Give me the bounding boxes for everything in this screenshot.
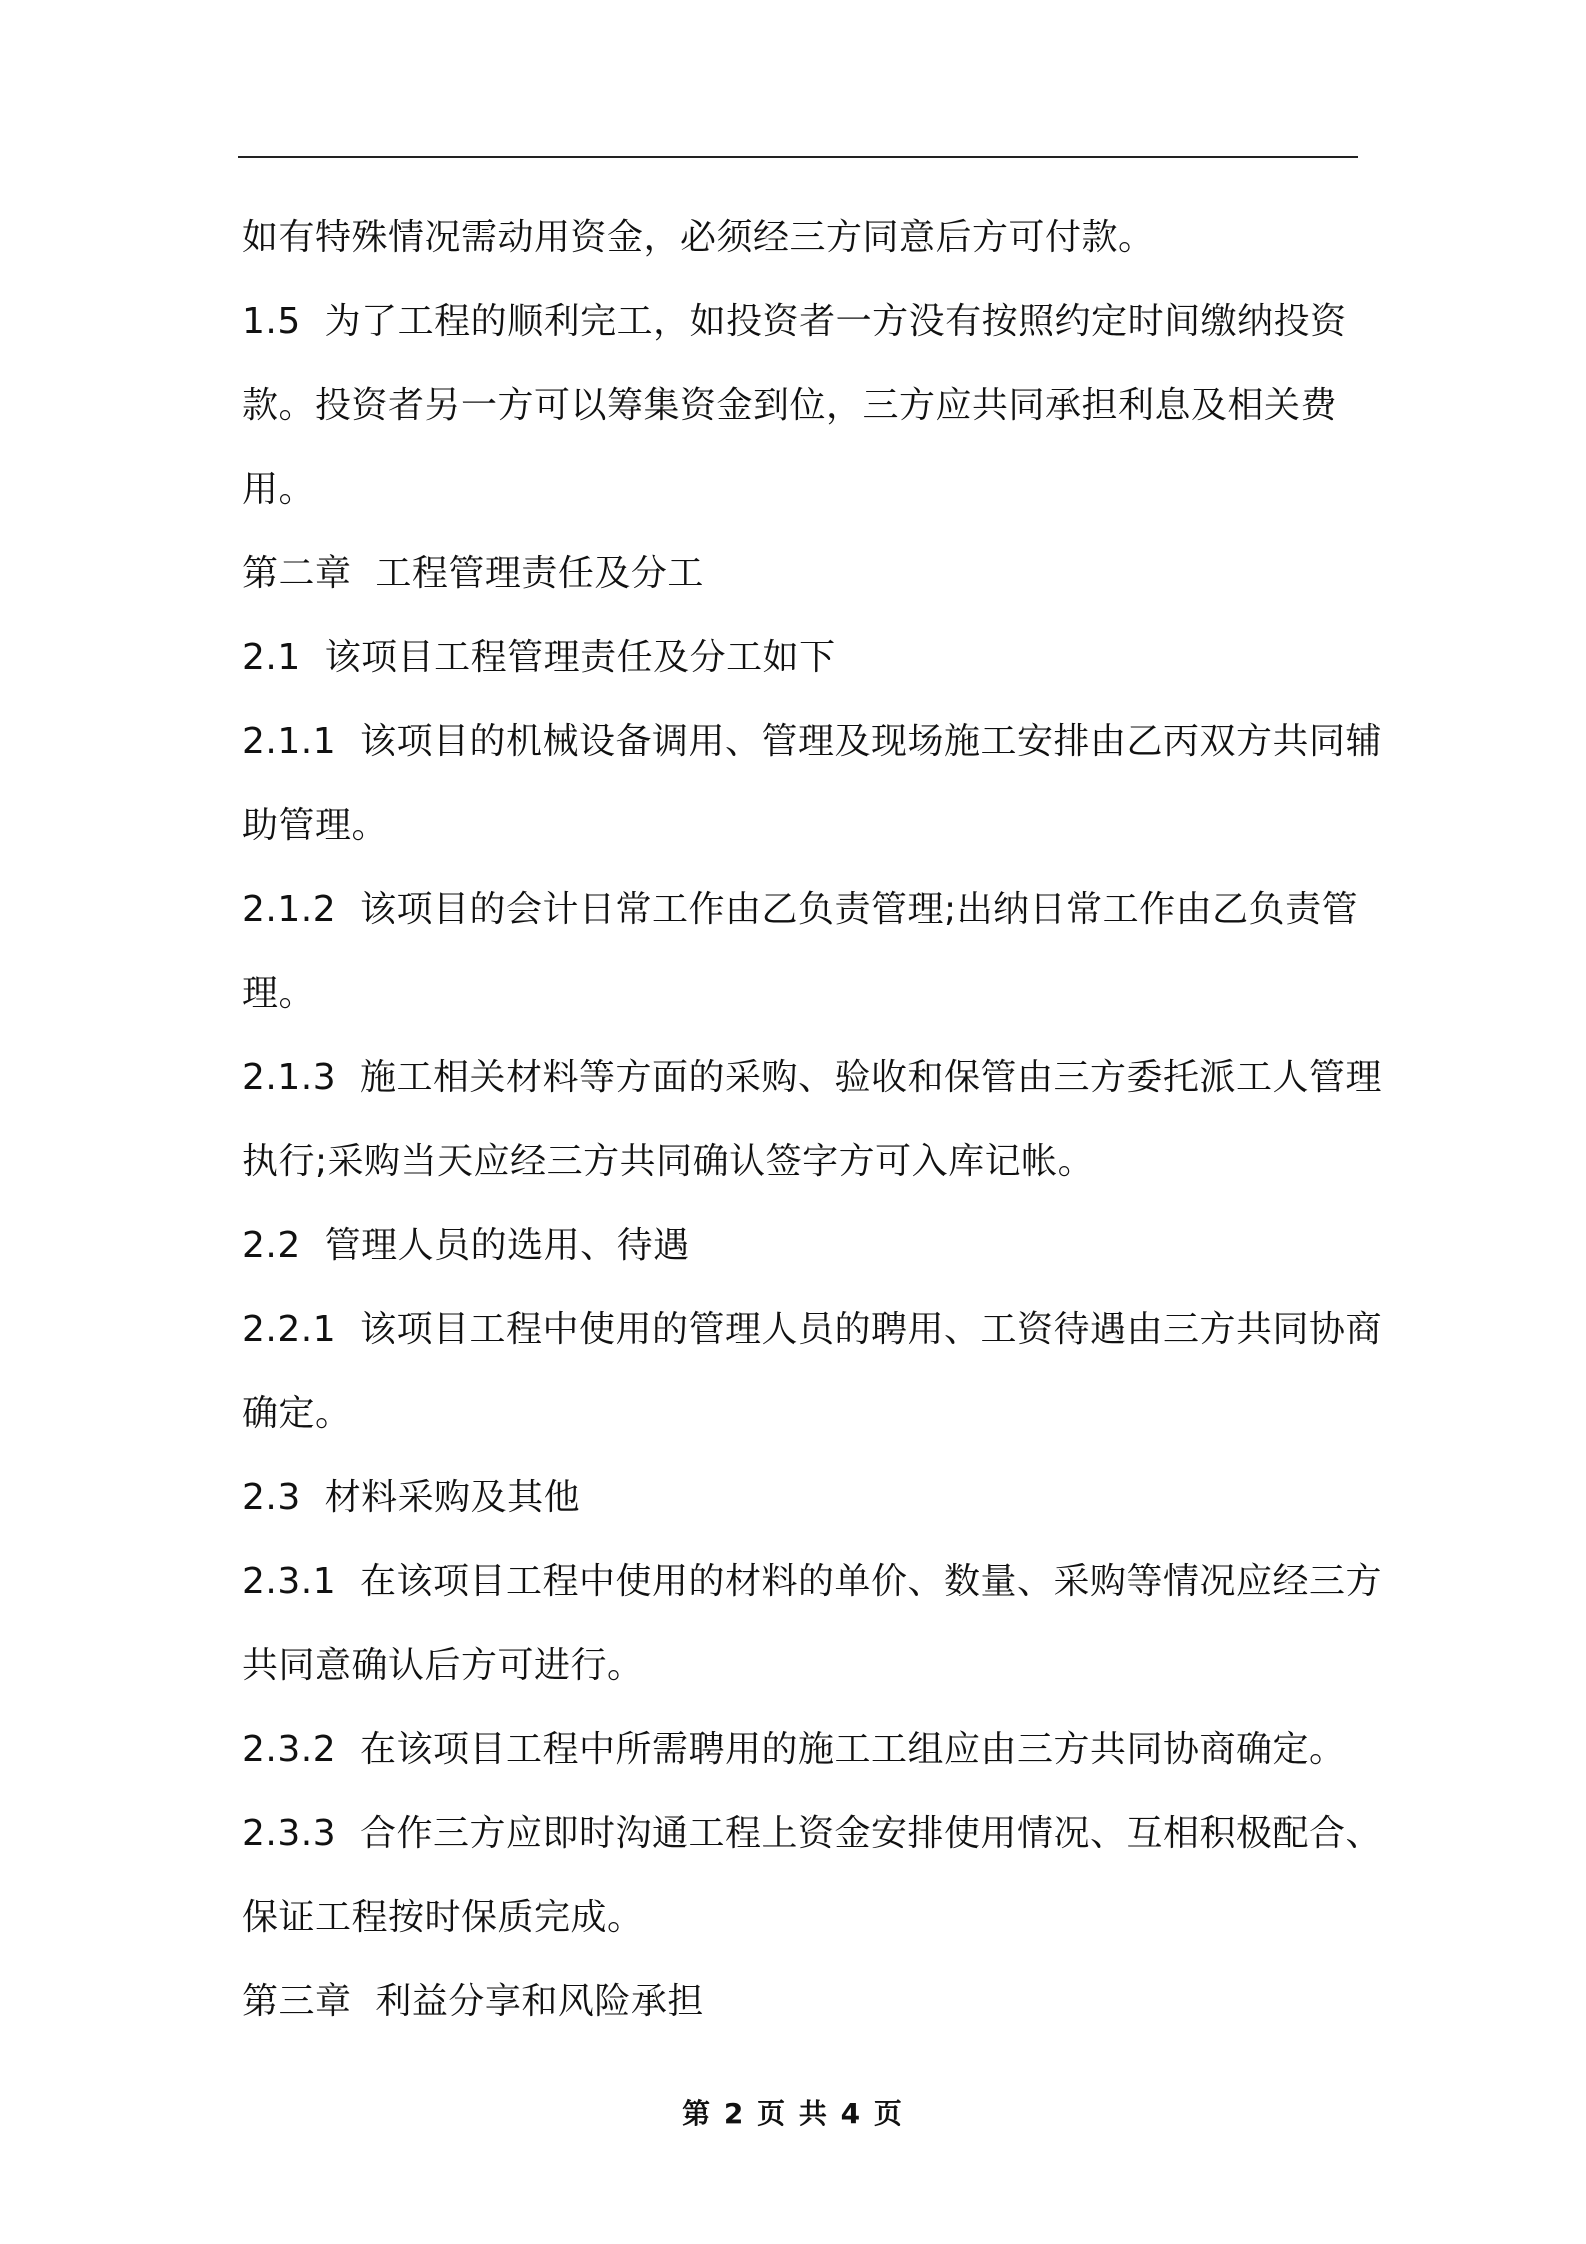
chapter-2-heading: 第二章 工程管理责任及分工 [242,553,704,594]
section-2-3-3: 2.3.3 合作三方应即时沟通工程上资金安排使用情况、互相积极配合、保证工程按时保质完成。 [242,1813,1382,1938]
document-body [242,196,1392,2044]
chapter-3-heading: 第三章 利益分享和风险承担 [242,1981,704,2022]
section-2-3-2: 2.3.2 在该项目工程中所需聘用的施工工组应由三方共同协商确定。 [242,1729,1346,1770]
paragraph-1-5: 1.5 为了工程的顺利完工，如投资者一方没有按照约定时间缴纳投资款。投资者另一方可以筹集资金到位，三方应共同承担利息及相关费用。 [242,301,1347,510]
section-2-1-3: 2.1.3 施工相关材料等方面的采购、验收和保管由三方委托派工人管理执行;采购当天应经三方共同确认签字方可入库记帐。 [242,1057,1382,1182]
section-2-3: 2.3 材料采购及其他 [242,1477,581,1518]
section-2-2: 2.2 管理人员的选用、待遇 [242,1225,690,1266]
section-2-1-1: 2.1.1 该项目的机械设备调用、管理及现场施工安排由乙丙双方共同辅助管理。 [242,721,1382,846]
page-number-footer: 第 2 页 共 4 页 [682,2097,904,2130]
paragraph-1: 如有特殊情况需动用资金，必须经三方同意后方可付款。 [242,217,1155,258]
section-2-2-1: 2.2.1 该项目工程中使用的管理人员的聘用、工资待遇由三方共同协商确定。 [242,1309,1382,1434]
section-2-1-2: 2.1.2 该项目的会计日常工作由乙负责管理;出纳日常工作由乙负责管理。 [242,889,1359,1014]
section-2-1: 2.1 该项目工程管理责任及分工如下 [242,637,836,678]
section-2-3-1: 2.3.1 在该项目工程中使用的材料的单价、数量、采购等情况应经三方共同意确认后方可进行。 [242,1561,1382,1686]
header-rule [238,156,1358,158]
